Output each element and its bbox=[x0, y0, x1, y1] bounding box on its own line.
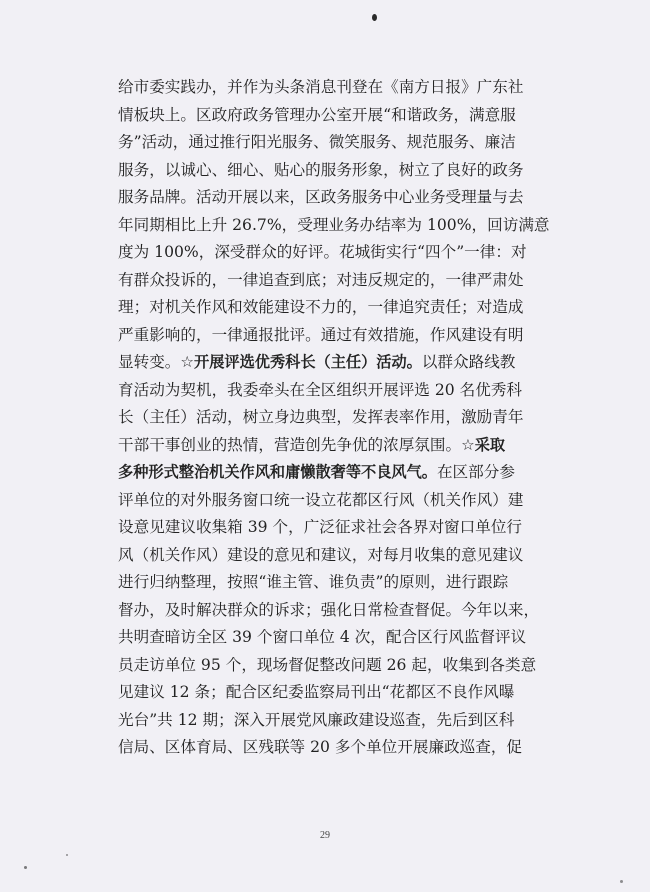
text-line bbox=[118, 624, 543, 652]
text-line bbox=[118, 129, 543, 157]
line-text: 长（主任）活动，树立身边典型，发挥表率作用，激励青年 bbox=[118, 408, 524, 426]
scan-speck bbox=[66, 854, 68, 856]
scan-speck bbox=[24, 866, 27, 869]
text-line bbox=[118, 487, 543, 515]
bold-heading-text: ☆采取 bbox=[461, 435, 506, 454]
text-line bbox=[118, 294, 543, 322]
line-text: 严重影响的，一律通报批评。通过有效措施，作风建设有明 bbox=[118, 325, 524, 344]
line-text: 共明查暗访全区 39 个窗口单位 4 次，配合区行风监督评议 bbox=[118, 628, 527, 646]
text-line bbox=[118, 707, 543, 735]
line-text: 信局、区体育局、区残联等 20 多个单位开展廉政巡查，促 bbox=[118, 738, 523, 756]
line-text: 见建议 12 条；配合区纪委监察局刊出“花都区不良作风曝 bbox=[118, 683, 515, 701]
text-line bbox=[118, 212, 550, 240]
line-text: 服务，以诚心、细心、贴心的服务形象，树立了良好的政务 bbox=[118, 160, 524, 179]
text-line bbox=[118, 184, 543, 212]
line-text: 以群众路线教 bbox=[421, 353, 516, 371]
text-line bbox=[118, 102, 543, 130]
text-line bbox=[118, 322, 543, 350]
text-line bbox=[118, 239, 543, 267]
line-text: 情板块上。区政府政务管理办公室开展“和谐政务，满意服 bbox=[118, 105, 516, 124]
line-text: 给市委实践办，并作为头条消息刊登在《南方日报》广东社 bbox=[118, 78, 524, 96]
body-text bbox=[118, 74, 550, 762]
text-line bbox=[118, 267, 543, 295]
scan-speck bbox=[372, 14, 377, 21]
line-text: 有群众投诉的，一律追查到底；对违反规定的，一律严肃处 bbox=[118, 270, 524, 289]
text-line bbox=[118, 459, 543, 487]
text-line bbox=[118, 404, 543, 432]
line-text: 显转变。 bbox=[118, 353, 181, 371]
text-line bbox=[118, 514, 543, 542]
line-text: 年同期相比上升 26.7%，受理业务办结率为 100%，回访满意 bbox=[118, 215, 550, 234]
text-line bbox=[118, 349, 543, 377]
text-line bbox=[118, 542, 543, 570]
text-line bbox=[118, 377, 543, 405]
line-text: 在区部分参 bbox=[436, 463, 515, 481]
line-text: 度为 100%，深受群众的好评。花城街实行“四个”一律：对 bbox=[118, 243, 527, 261]
line-text: 育活动为契机，我委牵头在全区组织开展评选 20 名优秀科 bbox=[118, 380, 523, 399]
line-text: 务”活动，通过推行阳光服务、微笑服务、规范服务、廉洁 bbox=[118, 133, 516, 151]
line-text: 光台”共 12 期；深入开展党风廉政建设巡查，先后到区科 bbox=[118, 710, 515, 729]
line-text: 进行归纳整理，按照“谁主管、谁负责”的原则，进行跟踪 bbox=[118, 573, 509, 591]
scan-speck bbox=[620, 880, 623, 883]
text-line bbox=[118, 74, 543, 102]
line-text: 风（机关作风）建设的意见和建议，对每月收集的意见建议 bbox=[118, 545, 524, 564]
line-text: 评单位的对外服务窗口统一设立花都区行风（机关作风）建 bbox=[118, 490, 524, 509]
text-line bbox=[118, 679, 543, 707]
line-text: 理；对机关作风和效能建设不力的，一律追究责任；对造成 bbox=[118, 298, 524, 316]
bold-heading-text: 多种形式整治机关作风和庸懒散奢等不良风气。 bbox=[118, 463, 437, 481]
text-line bbox=[118, 734, 543, 762]
line-text: 干部干事创业的热情，营造创先争优的浓厚氛围。 bbox=[118, 435, 462, 454]
line-text: 设意见建议收集箱 39 个，广泛征求社会各界对窗口单位行 bbox=[118, 518, 523, 536]
page-number: 29 bbox=[320, 830, 330, 841]
text-line bbox=[118, 652, 543, 680]
text-line bbox=[118, 432, 543, 460]
bold-heading-text: ☆开展评选优秀科长（主任）活动。 bbox=[180, 353, 422, 371]
text-line bbox=[118, 597, 543, 625]
text-line bbox=[118, 569, 543, 597]
line-text: 督办，及时解决群众的诉求；强化日常检查督促。今年以来， bbox=[118, 600, 540, 619]
text-line bbox=[118, 157, 543, 185]
line-text: 员走访单位 95 个，现场督促整改问题 26 起，收集到各类意 bbox=[118, 655, 537, 674]
line-text: 服务品牌。活动开展以来，区政务服务中心业务受理量与去 bbox=[118, 188, 524, 206]
